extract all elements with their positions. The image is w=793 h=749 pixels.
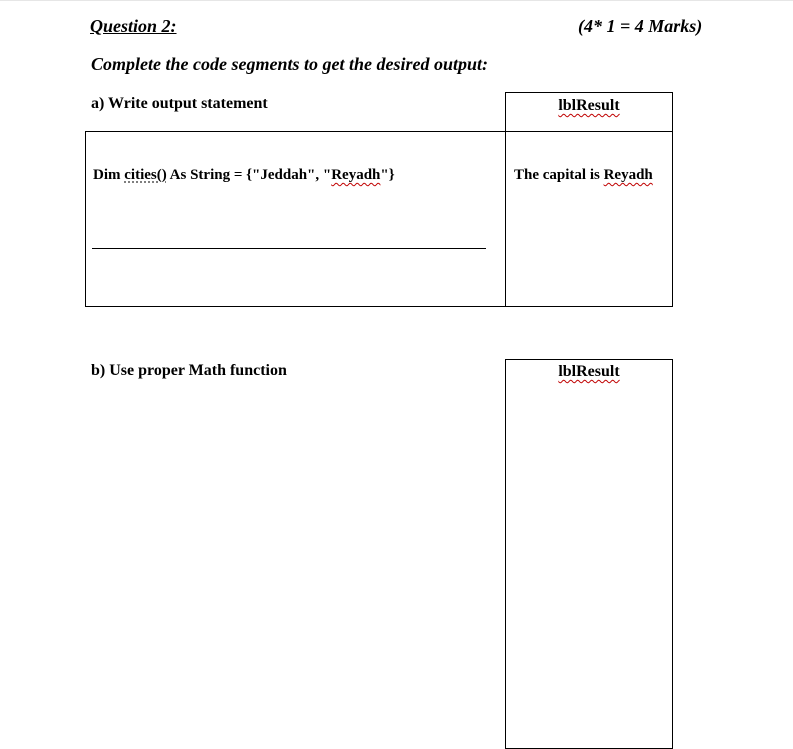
part-a-output-header-cell <box>505 92 673 132</box>
part-a-label: a) Write output statement <box>91 95 268 112</box>
part-b-output-header: lblResult <box>558 363 620 380</box>
part-a-output-cell <box>505 131 673 307</box>
question-instruction: Complete the code segments to get the desired output: <box>91 54 488 74</box>
code-identifier: cities() <box>124 167 167 183</box>
expected-output: The capital is Reyadh <box>514 167 653 183</box>
part-a-output-header: lblResult <box>558 97 620 114</box>
part-b-label: b) Use proper Math function <box>91 362 287 379</box>
code-statement: Dim cities() As String = {"Jeddah", "Reyadh"} <box>93 167 395 183</box>
answer-blank-line <box>92 248 486 249</box>
page-top-border <box>0 0 793 1</box>
question-title: Question 2: <box>90 16 177 36</box>
part-a-code-cell <box>85 131 506 307</box>
part-b-output-cell <box>505 359 673 749</box>
question-marks: (4* 1 = 4 Marks) <box>578 16 703 36</box>
code-misspelled-word: Reyadh <box>331 167 381 183</box>
